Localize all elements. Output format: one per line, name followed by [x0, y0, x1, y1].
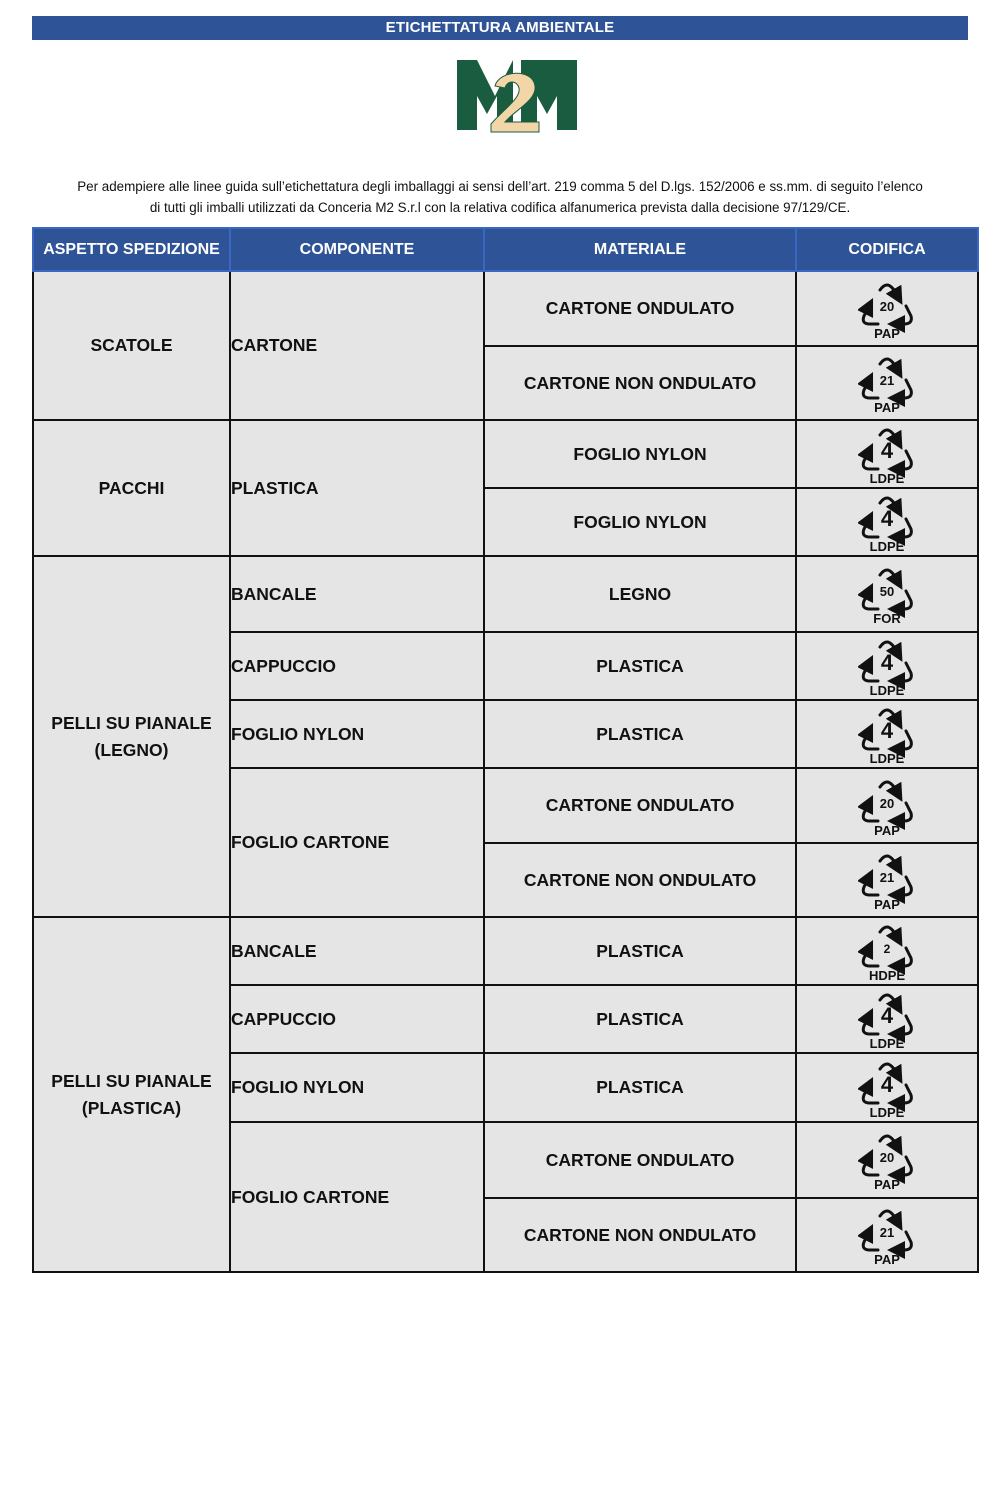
recycle-code-abbr: PAP: [874, 822, 900, 837]
recycle-code-abbr: PAP: [874, 400, 900, 414]
recycling-symbol-icon: [858, 703, 916, 765]
code-cell: [796, 700, 978, 768]
recycling-symbol-icon: [858, 1129, 916, 1191]
code-cell: [796, 917, 978, 985]
recycling-symbol-icon: [858, 635, 916, 697]
aspect-cell: [33, 271, 230, 420]
header-material: MATERIALE: [484, 228, 796, 271]
recycle-code-number: 21: [879, 373, 895, 388]
code-cell: [796, 346, 978, 420]
component-cell: BANCALE: [230, 556, 484, 632]
recycle-code-number: 4: [880, 1003, 894, 1028]
recycling-symbol-icon: [858, 423, 916, 485]
recycle-code-number: 21: [879, 870, 895, 885]
recycle-code-number: 21: [879, 1225, 895, 1240]
code-cell: [796, 843, 978, 917]
recycle-code-number: 20: [879, 795, 895, 811]
aspect-label: PELLI SU PIANALE: [51, 712, 212, 733]
intro-line-2: di tutti gli imballi utilizzati da Conceria M2 S.r.l con la relativa codifica alfanumerica prevista dalla decisione 97/129/CE.: [149, 200, 851, 215]
aspect-cell: [33, 420, 230, 556]
recycle-code-number: 2: [883, 942, 891, 956]
aspect-label: (PLASTICA): [81, 1097, 182, 1118]
recycle-code-abbr: HDPE: [868, 968, 906, 982]
recycle-code-abbr: LDPE: [869, 1036, 905, 1050]
recycle-code-number: 4: [880, 718, 894, 743]
recycle-code-number: 20: [879, 1150, 895, 1165]
header-component: COMPONENTE: [230, 228, 484, 271]
recycling-symbol-icon: [858, 1204, 916, 1266]
code-cell: [796, 1053, 978, 1122]
code-cell: [796, 632, 978, 700]
recycling-symbol-icon: [858, 988, 916, 1050]
recycling-symbol-icon: [858, 1057, 916, 1119]
material-cell: CARTONE NON ONDULATO: [484, 843, 796, 917]
recycling-symbol-icon: [858, 563, 916, 625]
recycle-code-abbr: LDPE: [869, 683, 905, 697]
component-cell: FOGLIO CARTONE: [230, 768, 484, 917]
recycle-code-abbr: LDPE: [869, 471, 905, 485]
material-cell: CARTONE NON ONDULATO: [484, 1198, 796, 1272]
aspect-label: (LEGNO): [94, 739, 169, 760]
intro-line-1: Per adempiere alle linee guida sull’etichettatura degli imballaggi ai sensi dell’art. 219 comma 5 del D.lgs. 152/2006 e ss.mm. di seguito l’elenco: [77, 179, 923, 194]
header-aspect: ASPETTO SPEDIZIONE: [33, 228, 230, 271]
recycle-code-number: 4: [880, 1071, 894, 1097]
component-cell: FOGLIO CARTONE: [230, 1122, 484, 1272]
component-cell: CAPPUCCIO: [230, 985, 484, 1053]
component-cell: FOGLIO NYLON: [230, 700, 484, 768]
recycling-symbol-icon: [858, 849, 916, 911]
material-cell: PLASTICA: [484, 985, 796, 1053]
table-row: [33, 917, 978, 985]
recycle-code-number: 20: [879, 298, 895, 314]
aspect-label: PACCHI: [98, 477, 165, 498]
component-cell: PLASTICA: [230, 420, 484, 556]
aspect-cell: [33, 917, 230, 1272]
material-cell: FOGLIO NYLON: [484, 420, 796, 488]
code-cell: [796, 1198, 978, 1272]
recycle-code-abbr: LDPE: [869, 1104, 905, 1119]
packaging-table: [32, 227, 979, 1273]
recycle-code-number: 50: [879, 584, 895, 599]
intro-paragraph: [32, 176, 968, 218]
aspect-label: PELLI SU PIANALE: [51, 1070, 212, 1091]
recycle-code-number: 4: [880, 438, 894, 463]
component-cell: BANCALE: [230, 917, 484, 985]
material-cell: PLASTICA: [484, 700, 796, 768]
recycle-code-abbr: PAP: [874, 1252, 900, 1266]
recycle-code-abbr: PAP: [874, 897, 900, 911]
recycle-code-abbr: PAP: [874, 325, 900, 340]
material-cell: CARTONE ONDULATO: [484, 1122, 796, 1198]
table-header-row: [33, 228, 978, 271]
code-cell: [796, 768, 978, 843]
recycle-code-abbr: LDPE: [869, 539, 905, 553]
material-cell: PLASTICA: [484, 632, 796, 700]
material-cell: LEGNO: [484, 556, 796, 632]
code-cell: [796, 488, 978, 556]
aspect-cell: [33, 556, 230, 917]
recycling-symbol-icon: [858, 491, 916, 553]
material-cell: CARTONE NON ONDULATO: [484, 346, 796, 420]
aspect-label: SCATOLE: [90, 335, 173, 355]
component-cell: CAPPUCCIO: [230, 632, 484, 700]
recycling-symbol-icon: [858, 278, 916, 340]
material-cell: CARTONE ONDULATO: [484, 271, 796, 346]
table-row: [33, 271, 978, 346]
material-cell: PLASTICA: [484, 1053, 796, 1122]
recycling-symbol-icon: [858, 920, 916, 982]
table-row: [33, 420, 978, 488]
code-cell: [796, 985, 978, 1053]
material-cell: PLASTICA: [484, 917, 796, 985]
header-code: CODIFICA: [796, 228, 978, 271]
code-cell: [796, 271, 978, 346]
code-cell: [796, 556, 978, 632]
recycle-code-abbr: LDPE: [869, 751, 905, 765]
component-cell: CARTONE: [230, 271, 484, 420]
recycle-code-number: 4: [880, 506, 894, 531]
recycle-code-abbr: FOR: [873, 611, 901, 625]
company-logo: [455, 56, 579, 134]
page-banner: ETICHETTATURA AMBIENTALE: [32, 16, 968, 40]
recycling-symbol-icon: [858, 352, 916, 414]
recycle-code-abbr: PAP: [874, 1177, 900, 1191]
table-row: [33, 556, 978, 632]
code-cell: [796, 420, 978, 488]
component-cell: FOGLIO NYLON: [230, 1053, 484, 1122]
recycling-symbol-icon: [858, 775, 916, 837]
material-cell: CARTONE ONDULATO: [484, 768, 796, 843]
recycle-code-number: 4: [880, 650, 894, 675]
material-cell: FOGLIO NYLON: [484, 488, 796, 556]
code-cell: [796, 1122, 978, 1198]
